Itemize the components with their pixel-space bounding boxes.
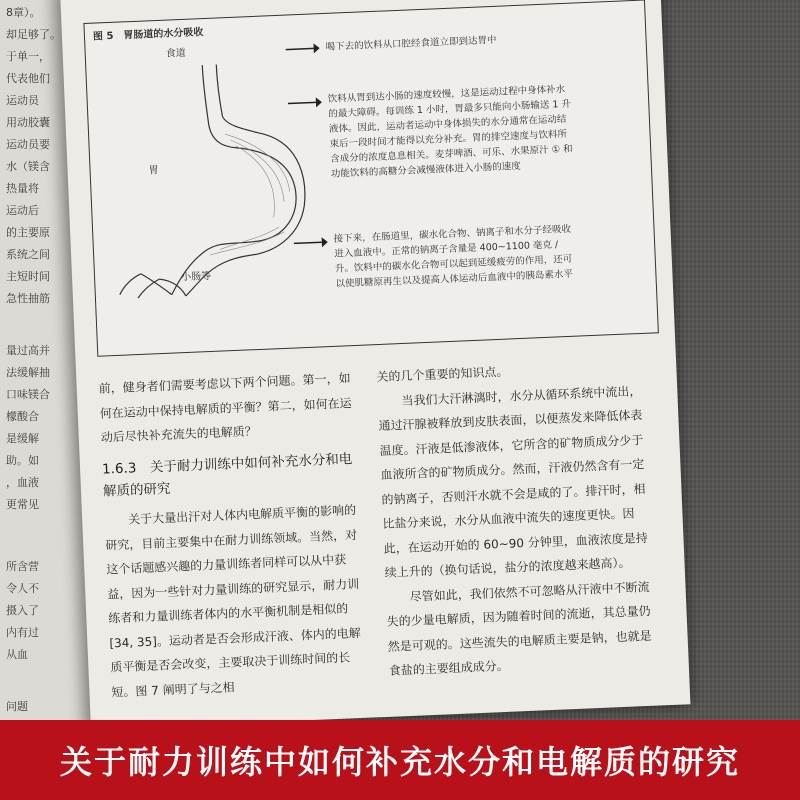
back-page-line: 摄入了 xyxy=(6,604,39,617)
back-page-line: 的主要原 xyxy=(6,226,50,239)
banner-title: 关于耐力训练中如何补充水分和电解质的研究 xyxy=(59,743,740,781)
back-page-line: 更常见 xyxy=(6,498,39,511)
label-intestine: 小肠等 xyxy=(180,270,212,284)
back-page-line: 助。如 xyxy=(6,454,39,467)
left-column-intro xyxy=(98,366,363,450)
back-page-line: 口味镁合 xyxy=(6,388,50,401)
paragraph: 前，健身者们需要考虑以下两个问题。第一，如何在运动中保持电解质的平衡？第二，如何在运动后尽快补充流失的电解质？ xyxy=(98,371,352,445)
arrow-icon xyxy=(285,42,319,55)
arrow-icon xyxy=(294,236,328,249)
figure-note-esophagus: 喝下去的饮料从口腔经食道立即到达胃中 xyxy=(325,34,497,53)
figure-note-stomach: 饮料从胃到达小肠的速度较慢，这是运动过程中身体补水的最大障碍。每训练 1 小时，胃最多只能向小肠输送 1 升液体。因此，运动者运动中身体损失的水分通常在运动结束后一段时间才能得以充分补充。胃的排空速度与饮料所含成分的浓度息息相关。麦芽啤酒、可乐、水果原汁 ① 和功能饮料的高糖分会减慢液体进入小肠的速度 xyxy=(327,83,573,180)
back-page-line: 所含营 xyxy=(6,560,39,573)
back-page-line: 却足够了。 xyxy=(6,28,61,41)
figure-note-intestine: 接下来，在肠道里，碳水化合物、钠离子和水分子经吸收进入血液中。正常的钠离子含量是 400~1100 毫克 / 升。饮料中的碳水化合物可以起到延缓疲劳的作用，还可以使肌糖原再生以及提高人体运动后血液中的胰岛素水平 xyxy=(333,223,574,290)
back-page-line: 用动胶囊 xyxy=(6,116,50,129)
paragraph: 尽管如此，我们依然不可忽略从汗液中不断流失的少量电解质，因为随着时间的流逝，其总量仍然是可观的。这些流失的电解质主要是钠，也就是食盐的主要组成成分。 xyxy=(386,579,652,678)
back-page-line: 量过高并 xyxy=(6,344,50,357)
figure-caption: 图 5 胃肠道的水分吸收 xyxy=(92,27,204,43)
back-page-line: 主短时间 xyxy=(6,270,50,283)
back-page-line: 问题 xyxy=(6,700,28,713)
label-esophagus: 食道 xyxy=(165,47,186,60)
back-page-line: 运动员 xyxy=(6,94,39,107)
back-page-line: ，血液 xyxy=(6,476,39,489)
paragraph: 关于大量出汗对人体内电解质平衡的影响的研究，目前主要集中在耐力训练领域。当然，对这个话题感兴趣的力量训练者同样可以从中获益，因为一些针对力量训练的研究显示，耐力训练者和力量训练者体内的水平衡机制是相似的 [34, 35]。运动者是否会形成汗液、体内的电解质平衡是否会改变，主要取决于训练时间的长短。图 7 阐明了与之相 xyxy=(104,503,362,699)
back-page-line: 于单一， xyxy=(6,50,50,63)
back-page-line: 运动后 xyxy=(6,204,39,217)
section-heading: 1.6.3 关于耐力训练中如何补充水分和电解质的研究 xyxy=(101,451,353,500)
label-stomach: 胃 xyxy=(148,165,159,177)
back-page-line: 檬酸合 xyxy=(6,410,39,423)
back-page-line: 法缓解抽 xyxy=(6,366,50,379)
back-page-line: 急性抽筋 xyxy=(6,292,50,305)
back-page-line: 系统之间 xyxy=(6,248,50,261)
figure-box xyxy=(83,0,658,357)
back-page-line: 运动员要 xyxy=(6,138,50,151)
back-page-line: 8章）。 xyxy=(6,6,41,19)
back-page-line: 水（镁含 xyxy=(6,160,50,173)
right-column xyxy=(376,354,657,683)
stomach-illustration xyxy=(102,61,311,299)
back-page-line: 内有过 xyxy=(6,626,39,639)
title-banner xyxy=(0,720,800,800)
back-page-line: 热量将 xyxy=(6,182,39,195)
paragraph: 关的几个重要的知识点。 xyxy=(376,364,509,385)
paragraph: 当我们大汗淋漓时，水分从循环系统中流出，通过汗腺被释放到皮肤表面，以便蒸发来降低体表温度。汗液是低渗液体，它所含的矿物质成分少于血液所含的矿物质成分。然而，汗液仍然含有一定的钠离子，否则汗水就不会是咸的了。排汗时，相比盐分来说，水分从血液中流失的速度更快。因此，在运动开始的 60~90 分钟里，血液浓度是持续上升的（换句话说，盐分的浓度越来越高）。 xyxy=(378,383,648,580)
left-column-body xyxy=(104,498,374,705)
book-page xyxy=(60,0,690,729)
back-page-line: 令人不 xyxy=(6,582,39,595)
back-page-line: 从血 xyxy=(6,648,28,661)
back-page-line: 代表他们 xyxy=(6,72,50,85)
back-page-line: 是缓解 xyxy=(6,432,39,445)
arrow-icon xyxy=(288,96,322,109)
